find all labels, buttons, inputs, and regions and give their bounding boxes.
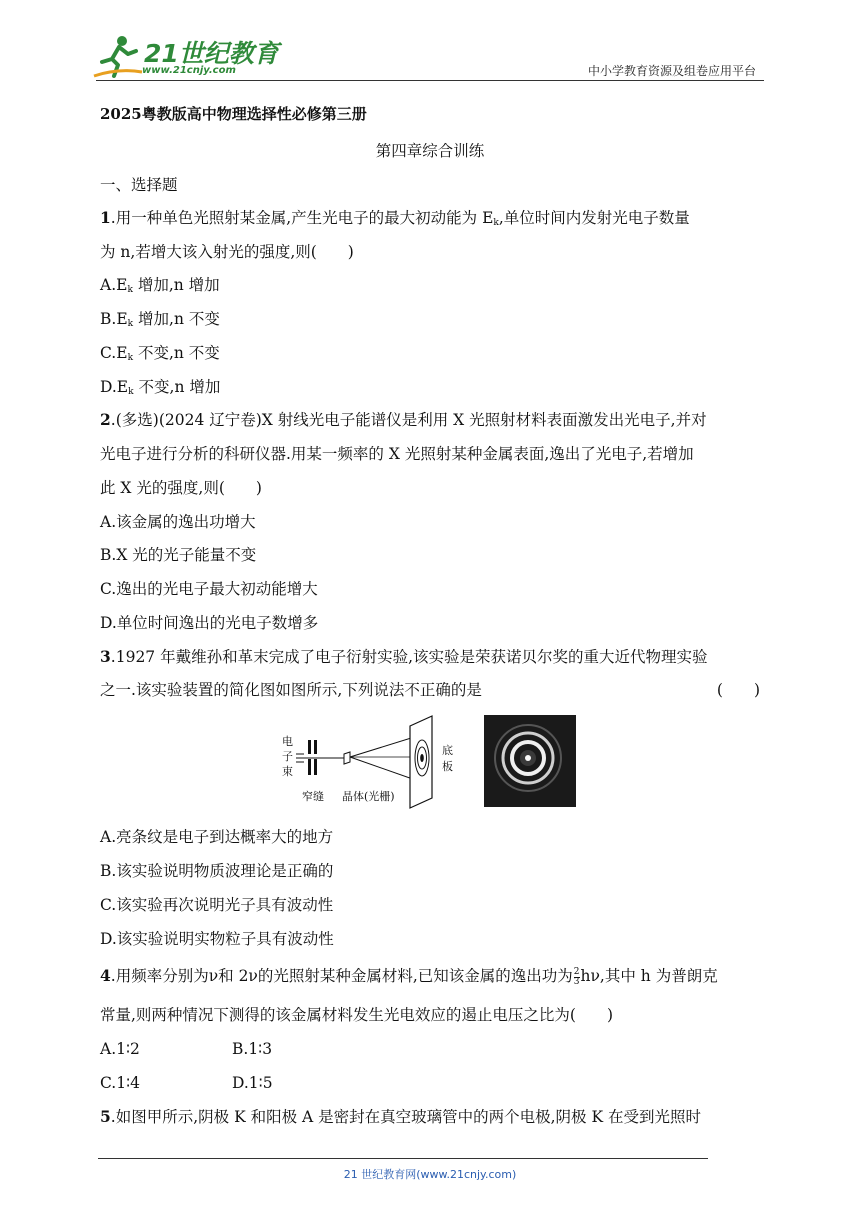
question-4-line-2: 常量,则两种情况下测得的该金属材料发生光电效应的遏止电压之比为( ) <box>100 1006 614 1024</box>
question-2-line-3: 此 X 光的强度,则( ) <box>100 479 262 497</box>
document-title: 2025粤教版高中物理选择性必修第三册 <box>100 105 367 123</box>
question-4-option-c: C.1∶4 <box>100 1074 140 1092</box>
question-number: 2 <box>100 410 111 429</box>
figure-label: 晶体(光栅) <box>342 790 395 803</box>
question-3-option-d: D.该实验说明实物粒子具有波动性 <box>100 930 334 948</box>
answer-paren: ( ) <box>716 681 760 699</box>
question-2-line-1 <box>100 410 707 430</box>
question-3-line-1 <box>100 647 708 667</box>
question-3-option-b: B.该实验说明物质波理论是正确的 <box>100 862 334 880</box>
electron-diffraction-figure <box>282 712 582 812</box>
question-2-option-b: B.X 光的光子能量不变 <box>100 546 257 564</box>
footer-link[interactable]: 21 世纪教育网(www.21cnjy.com) <box>343 1168 517 1181</box>
question-4-option-b: B.1∶3 <box>232 1040 273 1058</box>
question-2-option-d: D.单位时间逸出的光电子数增多 <box>100 614 319 632</box>
question-text: ,单位时间内发射光电子数量 <box>498 209 690 227</box>
runner-icon <box>92 32 144 80</box>
header-platform-text: 中小学教育资源及组卷应用平台 <box>587 64 756 78</box>
question-text: .(多选)(2024 辽宁卷)X 射线光电子能谱仪是利用 X 光照射材料表面激发出光电子,并对 <box>110 411 707 429</box>
question-2-option-c: C.逸出的光电子最大初动能增大 <box>100 580 318 598</box>
question-3-line-2 <box>100 680 760 700</box>
figure-label: 板 <box>442 760 453 773</box>
question-text: 之一.该实验装置的简化图如图所示,下列说法不正确的是 <box>100 681 482 699</box>
question-4-option-a: A.1∶2 <box>100 1040 140 1058</box>
logo-text: 21世纪教育 <box>144 39 279 68</box>
subscript: k <box>493 218 499 228</box>
question-text: .用一种单色光照射某金属,产生光电子的最大初动能为 E <box>110 209 494 227</box>
question-5-line-1 <box>100 1107 701 1127</box>
question-text: hν,其中 h 为普朗克 <box>580 967 718 985</box>
question-4-line-1 <box>100 966 718 987</box>
question-3-option-c: C.该实验再次说明光子具有波动性 <box>100 896 334 914</box>
question-number: 5 <box>100 1107 111 1126</box>
question-1-option-c: $C.E_k$ 不变,n 不变 <box>100 344 220 363</box>
question-2-line-2: 光电子进行分析的科研仪器.用某一频率的 X 光照射某种金属表面,逸出了光电子,若增加 <box>100 445 694 463</box>
question-text: .用频率分别为ν和 2ν的光照射某种金属材料,已知该金属的逸出功为 <box>110 967 573 985</box>
question-4-option-d: D.1∶5 <box>232 1074 273 1092</box>
question-1-line-2: 为 n,若增大该入射光的强度,则( ) <box>100 243 354 261</box>
question-text: .如图甲所示,阴极 K 和阳极 A 是密封在真空玻璃管中的两个电极,阴极 K 在受到光照时 <box>110 1108 701 1126</box>
figure-label: 窄缝 <box>302 790 324 803</box>
question-1-option-b: $B.E_k$ 增加,n 不变 <box>100 310 220 329</box>
logo-url: www.21cnjy.com <box>142 65 236 76</box>
diffraction-apparatus-diagram <box>282 712 582 812</box>
question-number: 1 <box>100 208 111 227</box>
chapter-title: 第四章综合训练 <box>375 142 485 160</box>
header-divider <box>96 80 764 81</box>
question-number: 3 <box>100 647 111 666</box>
figure-label: 束 <box>282 765 293 778</box>
question-1-option-d: $D.E_k$ 不变,n 增加 <box>100 378 221 397</box>
fraction: $\frac{2}{3}$ <box>573 966 580 987</box>
figure-label: 底 <box>442 744 453 757</box>
figure-label: 子 <box>282 750 293 763</box>
question-text: .1927 年戴维孙和革末完成了电子衍射实验,该实验是荣获诺贝尔奖的重大近代物理实验 <box>110 648 708 666</box>
footer-divider <box>98 1158 708 1159</box>
site-logo[interactable] <box>92 32 279 82</box>
question-2-option-a: A.该金属的逸出功增大 <box>100 513 256 531</box>
question-1-option-a: $A.E_k$ 增加,n 增加 <box>100 276 220 295</box>
question-3-option-a: A.亮条纹是电子到达概率大的地方 <box>100 828 334 846</box>
question-1-line-1 <box>100 208 690 233</box>
section-heading: 一、选择题 <box>100 176 178 194</box>
figure-label: 电 <box>282 735 293 748</box>
question-number: 4 <box>100 966 111 985</box>
